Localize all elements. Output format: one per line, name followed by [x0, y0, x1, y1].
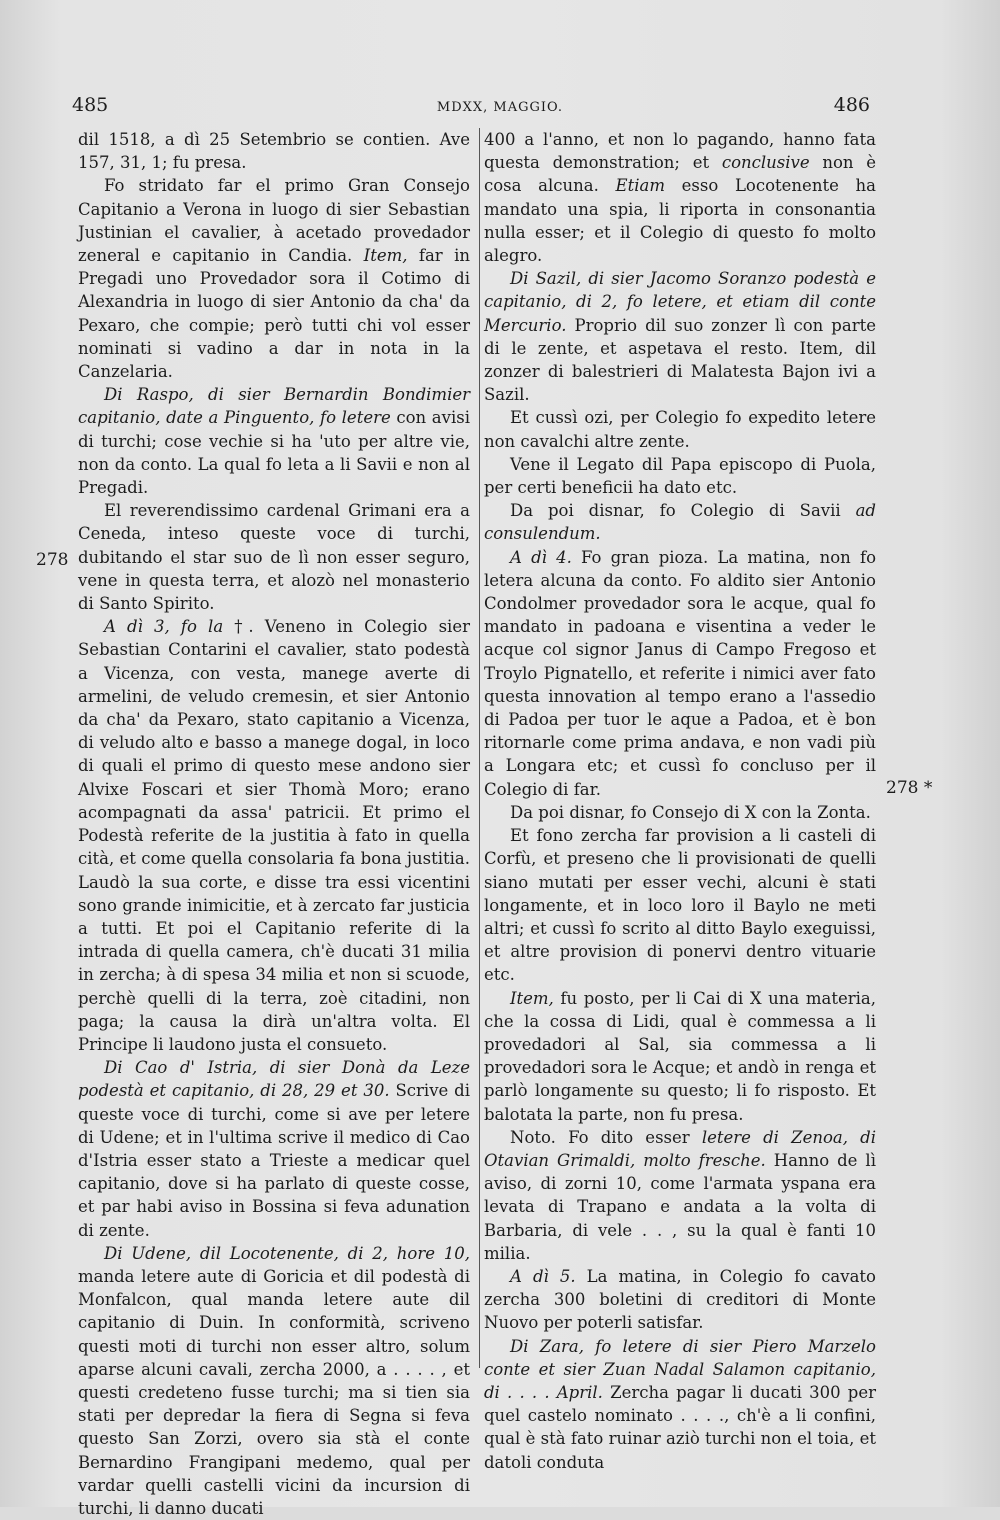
right-column [484, 128, 877, 1472]
margin-note-left: 278 [36, 550, 69, 570]
running-title: MDXX, MAGGIO. [436, 100, 564, 115]
paragraph: Noto. Fo dito esser letere di Zenoa, di Otavian Grimaldi, molto fresche. Hanno de lì aviso, di zorni 10, come l'armata yspana era levata di Trapano e andata a la volta di Barbaria, di vele . . , su la qual è fanti 10 milia. [484, 1127, 877, 1263]
paragraph: Di Raspo, di sier Bernardin Bondimier capitanio, date a Pinguento, fo letere con avisi di turchi; cose vechie si ha 'uto per altre vie, non da conto. La qual fo leta a li Savii e non al Pregadi. [78, 385, 470, 498]
left-column [78, 128, 471, 1518]
paragraph: El reverendissimo cardenal Grimani era a Ceneda, inteso queste voce di turchi, dubitando el star suo de lì non esser seguro, vene in questa terra, et alozò nel monasterio di Santo Spirito. [78, 501, 470, 614]
paragraph: Da poi disnar, fo Consejo di X con la Zonta. [510, 802, 871, 822]
right-page-number: 486 [833, 94, 870, 116]
paragraph: A dì 3, fo la †. Veneno in Colegio sier Sebastian Contarini el cavalier, stato podestà a Vicenza, con vesta, manege averte di armelini, de veludo cremesin, et sier Antonio da cha' da Pexaro, stato capitanio a Vicenza, di veludo alto e basso a manege dogal, in loco di quali el primo di questo mese andono sier Alvixe Foscari et sier Thomà Moro; erano acompagnati da assa' patricii. Et primo el Podestà referite de la justitia à fato in quella cità, et come quella consolaria fa bona justitia. Laudò la sua corte, e disse tra essi vicentini sono grande inimicitie, et à zercato far justicia a tutti. Et poi el Capitanio referite di la intrada di quella camera, ch'è ducati 31 milia in zercha; à di spesa 34 milia et non si scuode, perchè quelli di la terra, zoè citadini, non paga; la causa la dirà un'altra volta. El Principe li laudono justa el consueto. [78, 617, 470, 1054]
paragraph: Da poi disnar, fo Colegio di Savii ad consulendum. [484, 501, 876, 544]
paragraph: Vene il Legato dil Papa episcopo di Puola, per certi beneficii ha dato etc. [484, 454, 876, 498]
paragraph: Di Udene, dil Locotenente, di 2, hore 10, manda letere aute di Goricia et dil podestà di Monfalcon, qual manda letere aute dil capitanio di Duin. In conformità, scriveno questi moti di turchi non esser altro, solum aparse alcuni cavali, zercha 2000, a . . . . , et questi credeteno fusse turchi; ma si tien sia stati per depredar la fiera di Segna si feva questo San Zorzi, overo sia stà el conte Bernardino Frangipani medemo, qual per vardar quelli castelli vicini da incursion di turchi, li danno ducati [78, 1243, 470, 1518]
paragraph: Di Cao d' Istria, di sier Donà da Leze podestà et capitanio, di 28, 29 et 30. Scrive di queste voce di turchi, come si ave per letere di Udene; et in l'ultima scrive il medico di Cao d'Istria esser stato a Trieste a medicar quel capitanio, dove si ha parlato di queste cosse, et par habi aviso in Bossina si feva adunation di zente. [78, 1058, 471, 1240]
paragraph: A dì 4. Fo gran pioza. La matina, non fo letera alcuna da conto. Fo aldito sier Antonio Condolmer provedador sora le acque, qual fo mandato in padoana e visentina a veder le acque col signor Janus di Campo Fregoso et Troylo Pignatello, et referite i nimici aver fato questa innovation al tempo erano a l'assedio di Padoa per tuor le aque a Padoa, et è bon ritornarle come prima andava, e non vadi più a Longara etc; et cussì fo concluso per il Colegio di far. [484, 547, 876, 799]
paragraph: Di Sazil, di sier Jacomo Soranzo podestà e capitanio, di 2, fo letere, et etiam dil conte Mercurio. Proprio dil suo zonzer lì con parte di le zente, et aspetava el resto. Item, dil zonzer di balestrieri di Malatesta Bajon ivi a Sazil. [484, 269, 876, 405]
paragraph: Et fono zercha far provision a li casteli di Corfù, et preseno che li provisionati de quelli siano mutati per esser vechi, alcuni è stati longamente, et in loco loro il Baylo ne meti altri; et cussì fo scrito al ditto Baylo exeguissi, et altre provision di ponervi dentro vituarie etc. [484, 826, 876, 985]
left-page-number: 485 [72, 94, 109, 116]
margin-note-right: 278 * [886, 778, 933, 798]
paragraph: Et cussì ozi, per Colegio fo expedito letere non cavalchi altre zente. [484, 408, 876, 451]
paragraph: A dì 5. La matina, in Colegio fo cavato zercha 300 boletini di creditori di Monte Nuovo per poterli satisfar. [484, 1266, 876, 1333]
paragraph: Di Zara, fo letere di sier Piero Marzelo conte et sier Zuan Nadal Salamon capitanio, di . . . . April. Zercha pagar li ducati 300 per quel castelo nominato . . . ., ch'è a li confini, qual è stà fato ruinar aziò turchi non el toia, et datoli conduta [484, 1336, 876, 1472]
paragraph: Item, fu posto, per li Cai di X una materia, che la cossa di Lidi, qual è commessa a li provedadori al Sal, sia commessa a li provedadori sora le Acque; et andò in renga et parlò longamente su questo; li fo risposto. Et balotata la parte, non fu presa. [484, 988, 876, 1124]
paragraph: Fo stridato far el primo Gran Consejo Capitanio a Verona in luogo di sier Sebastian Justinian el cavalier, à acetado provedador zeneral e capitanio in Candia. Item, far in Pregadi uno Provedador sora il Cotimo di Alexandria in luogo di sier Antonio da cha' da Pexaro, che compie; però tutti chi vol esser nominati si vadino a dar in nota in la Canzelaria. [78, 176, 470, 382]
column-divider [479, 128, 480, 1368]
paragraph: 400 a l'anno, et non lo pagando, hanno fata questa demonstration; et conclusive non è cosa alcuna. Etiam esso Locotenente ha mandato una spia, li riporta in consonantia nulla esser; et il Colegio di questo fo molto alegro. [484, 130, 876, 266]
paragraph: dil 1518, a dì 25 Setembrio se contien. Ave 157, 31, 1; fu presa. [78, 130, 470, 173]
